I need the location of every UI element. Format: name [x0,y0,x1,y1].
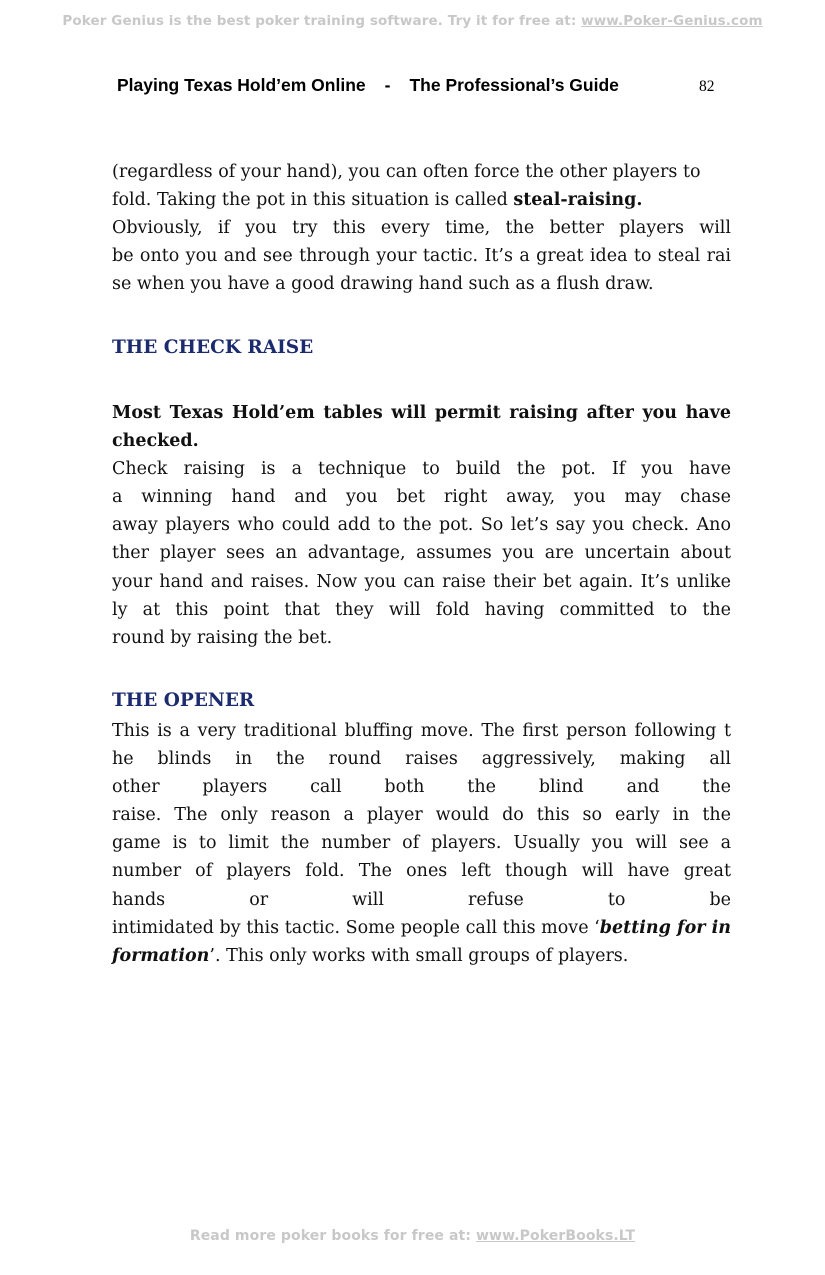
promo-bottom-text: Read more poker books for free at: [189,1228,476,1244]
term-betting-for-information: betting for in [599,917,731,938]
text-line: This is a very traditional bluffing move. The first person following t [112,721,731,741]
text-line: ly at this point that they will fold having committed to the [112,599,731,620]
promo-top-text: Poker Genius is the best poker training software. Try it for free at: [62,13,582,29]
opener-section [112,717,731,970]
text-line: round by raising the bet. [112,627,333,648]
header-separator: - [384,75,391,95]
pokerbooks-link[interactable]: www.PokerBooks.LT [476,1228,636,1244]
page-number: 82 [699,78,715,95]
text-line: number of players fold. The ones left though will have great [112,861,731,882]
text-line: hands or will refuse to be [112,889,731,910]
text-line: be onto you and see through your tactic. It’s a great idea to steal rai [112,246,731,267]
section-heading-opener: THE OPENER [112,690,255,711]
term-betting-for-information-cont: formation [112,945,210,966]
text-line: raise. The only reason a player would do this so early in the [112,805,731,826]
book-subtitle: The Professional’s Guide [409,75,619,95]
book-title: Playing Texas Hold’em Online [117,75,366,95]
text-line: Obviously, if you try this every time, the better players will [112,218,731,239]
check-raise-section [112,399,731,652]
text-line: ther player sees an advantage, assumes you are uncertain about [112,543,731,564]
text-line: your hand and raises. Now you can raise their bet again. It’s unlike [112,571,731,592]
intro-paragraph [112,158,731,298]
text-line: fold. Taking the pot in this situation is called steal-raising. [112,190,643,211]
term-steal-raising: steal-raising. [513,190,643,211]
promo-banner-bottom [0,1228,825,1244]
text-line: away players who could add to the pot. So let’s say you check. Ano [112,515,731,536]
poker-genius-link[interactable]: www.Poker-Genius.com [581,13,763,29]
text-line: Check raising is a technique to build the pot. If you have [112,459,731,480]
text-line: se when you have a good drawing hand such as a flush draw. [112,274,654,295]
text-line: formation’. This only works with small groups of players. [112,945,629,966]
running-header [117,75,619,96]
text-line: intimidated by this tactic. Some people call this move ‘betting for in [112,917,731,938]
text-line: game is to limit the number of players. Usually you will see a [112,833,731,854]
lead-line: checked. [112,431,199,452]
text-line: (regardless of your hand), you can often force the other players to [112,162,701,182]
section-heading-check-raise: THE CHECK RAISE [112,337,314,358]
lead-line: Most Texas Hold’em tables will permit raising after you have [112,403,731,423]
text-line: other players call both the blind and the [112,777,731,798]
text-line: a winning hand and you bet right away, you may chase [112,487,731,508]
text-line: he blinds in the round raises aggressively, making all [112,749,731,770]
promo-banner-top [0,13,825,29]
